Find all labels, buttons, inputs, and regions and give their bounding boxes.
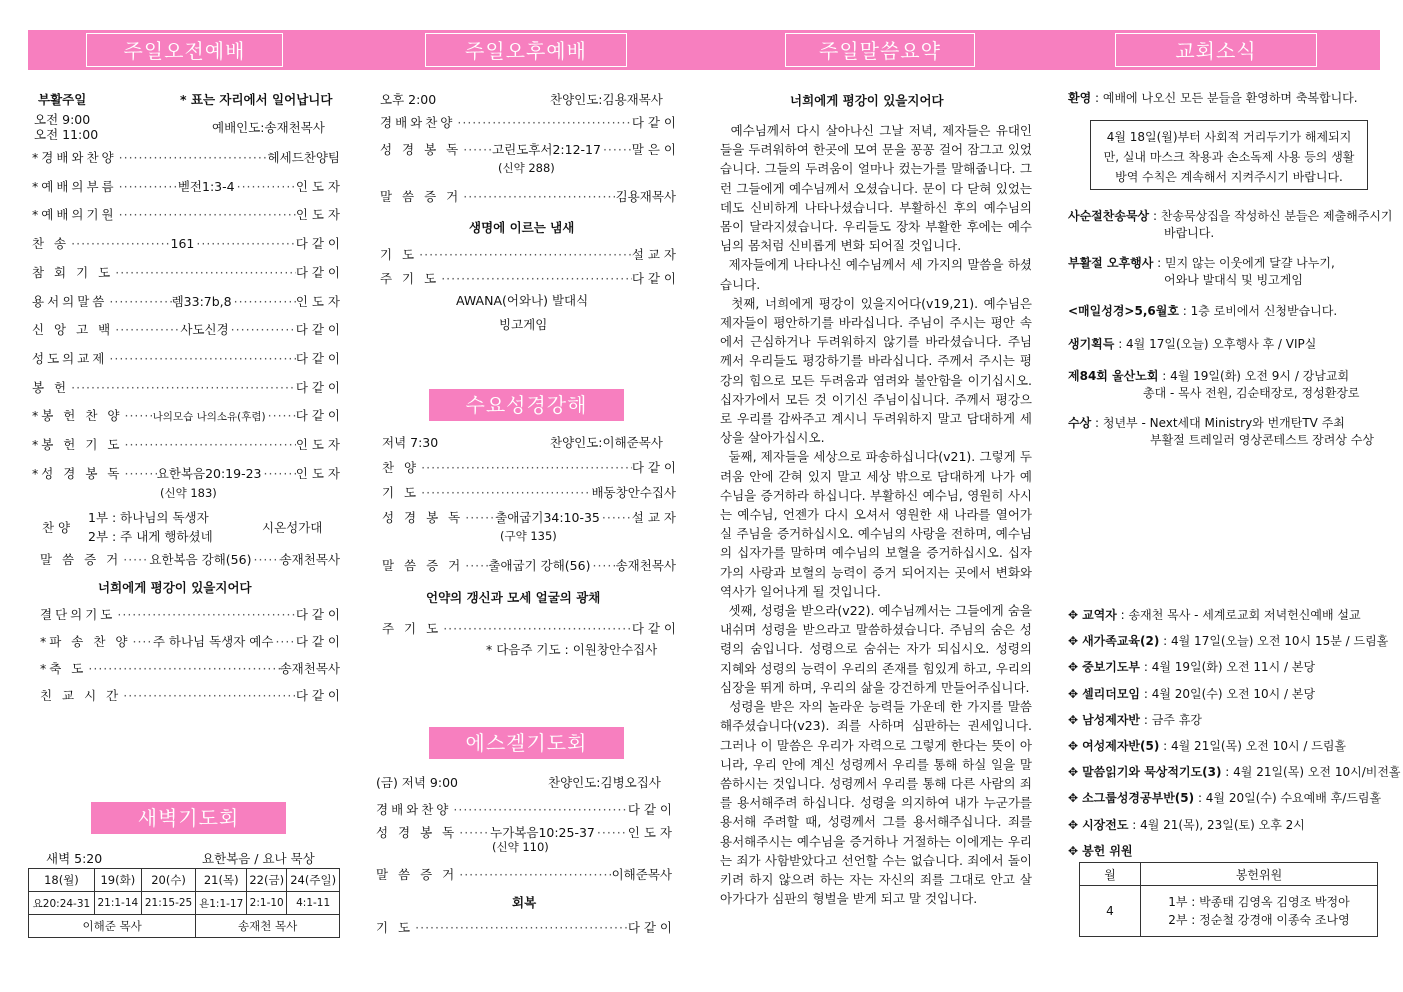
news-item-text-2: 어와나 발대식 및 빙고게임 bbox=[1164, 273, 1303, 287]
morning-row bbox=[40, 659, 340, 677]
leader-dots bbox=[251, 552, 279, 567]
afternoon-row-person: 김용재목사 bbox=[615, 189, 676, 204]
leader-dots bbox=[69, 380, 296, 395]
news-item bbox=[1068, 207, 1393, 241]
afternoon-row bbox=[380, 113, 676, 131]
afternoon-row-label: 주 기 도 bbox=[380, 271, 440, 286]
news-item-label: 제84회 울산노회 bbox=[1068, 369, 1159, 383]
news-item-text: : 찬송묵상집을 작성하신 분들은 제출해주시기 bbox=[1149, 209, 1393, 223]
morning-row bbox=[32, 349, 340, 367]
dawn-ref: 4:1-11 bbox=[287, 892, 340, 915]
news-item-text: : 청년부 - Next세대 Ministry와 번개탄TV 주최 bbox=[1091, 416, 1345, 430]
cross-icon: ✥ bbox=[1068, 660, 1079, 675]
morning-row bbox=[32, 320, 340, 338]
morning-row-content: 벧전1:3-4 bbox=[177, 178, 235, 194]
church-news-item bbox=[1068, 658, 1315, 675]
afternoon-extra-2: 빙고게임 bbox=[499, 317, 548, 332]
leader-dots bbox=[121, 688, 296, 703]
morning-row-content: 주 하나님 독생자 예수 bbox=[152, 634, 274, 649]
ezekiel-header: 에스겔기도회 bbox=[429, 727, 624, 759]
news-item bbox=[1068, 254, 1335, 288]
afternoon-sermon-title: 생명에 이르는 냄새 bbox=[469, 220, 575, 235]
leader-dots bbox=[419, 460, 632, 475]
offering-month-header: 월 bbox=[1080, 863, 1141, 886]
cross-icon: ✥ bbox=[1068, 843, 1079, 858]
church-news-item bbox=[1068, 737, 1346, 754]
morning-row-person: 송재천목사 bbox=[279, 552, 340, 567]
dawn-day: 24(주일) bbox=[287, 869, 340, 892]
morning-row bbox=[32, 205, 340, 223]
ezekiel-row bbox=[376, 800, 672, 818]
leader-dots bbox=[113, 265, 296, 280]
morning-row-content: 161 bbox=[170, 236, 195, 252]
morning-row-label: 참 회 기 도 bbox=[32, 264, 114, 280]
church-news-label: 셀리더모임 bbox=[1082, 686, 1141, 701]
leader-dots bbox=[461, 189, 615, 204]
wednesday-row-person: 배동창안수집사 bbox=[591, 485, 676, 500]
morning-row-person: 다 같 이 bbox=[295, 322, 340, 338]
dawn-ref: 21:15-25 bbox=[141, 892, 195, 915]
morning-row-label: 용서의말씀 bbox=[32, 293, 108, 309]
morning-row-label: *예배의기원 bbox=[32, 207, 117, 223]
afternoon-row bbox=[380, 245, 676, 263]
sermon-paragraph: 셋째, 성령을 받으라(v22). 예수님께서는 그들에게 숨을 내쉬며 성령을 받으라고 말씀하셨습니다. 주님의 숨은 성령의 숨입니다. 성령으로 숨쉬는 자가 되십시오. 성령의 지혜와 성령의 능력이 우리의 존재를 힘있게 하고, 우리의 심장을 뛰게 하며, 우리의 삶을 강건하게 만들어주십니다. bbox=[720, 603, 1036, 695]
news-item-label: 사순절찬송묵상 bbox=[1068, 209, 1150, 223]
morning-row-person: 인 도 자 bbox=[295, 465, 340, 481]
ezekiel-time: (금) 저녁 9:00 bbox=[376, 775, 458, 790]
morning-row-person: 인 도 자 bbox=[295, 207, 340, 223]
leader-dots bbox=[413, 920, 628, 935]
wednesday-sermon-title: 언약의 갱신과 모세 얼굴의 광채 bbox=[426, 590, 601, 605]
dawn-day: 21(목) bbox=[196, 869, 247, 892]
offering-members-header: 봉헌위원 bbox=[1141, 863, 1378, 886]
leader-dots bbox=[590, 558, 615, 573]
morning-worship-header: 주일오전예배 bbox=[86, 33, 283, 67]
news-item bbox=[1068, 414, 1374, 448]
leader-dots bbox=[107, 294, 171, 309]
leader-dots bbox=[463, 558, 488, 573]
leader-dots bbox=[122, 437, 295, 452]
bible-ref: (신약 183) bbox=[160, 486, 217, 500]
news-item-label: 부활절 오후행사 bbox=[1068, 256, 1154, 270]
news-item-label: 생기획득 bbox=[1068, 337, 1115, 351]
leader-dots bbox=[461, 142, 492, 157]
leader-dots bbox=[122, 466, 156, 481]
wednesday-row bbox=[382, 508, 676, 526]
afternoon-row-label: 기 도 bbox=[380, 247, 418, 262]
morning-row-label: *봉 헌 찬 양 bbox=[32, 408, 123, 424]
time-2: 오전 11:00 bbox=[34, 127, 99, 142]
leader-dots bbox=[115, 607, 295, 622]
wednesday-row-label: 기 도 bbox=[382, 485, 420, 500]
morning-row-label: *봉 헌 기 도 bbox=[32, 437, 123, 452]
wednesday-bible-ref: (구약 135) bbox=[500, 529, 557, 543]
sermon-paragraph: 예수님께서 다시 살아나신 그날 저녁, 제자들은 유대인들을 두려워하여 한곳에 모여 문을 꽁꽁 걸어 잠그고 있었습니다. 그들의 두려움이 얼마나 컸는가를 말해줍니다. 그런 그들에게 예수님께서 오셨습니다. 문이 다 닫혀 있었는데도 신비하게 나타나셨습니다. 부활하신 후의 예수님의 몸이 달라지셨습니다. 우리들도 장차 부활한 후에는 예수님의 몸처럼 신비롭게 변화 되어질 것입니다. bbox=[720, 123, 1036, 254]
leader-dots bbox=[417, 247, 632, 262]
welcome-label: 환영 bbox=[1068, 91, 1092, 105]
sermon-paragraph: 둘째, 제자들을 세상으로 파송하십니다(v21). 그렇게 두려움 안에 갇혀 있지 말고 세상 밖으로 담대하게 나가 예수님을 증거하라 하십니다. 부활하신 예수님, 영원히 사시는 예수님, 언젠가 다시 오셔서 영원한 새 나라를 열어가실 주님을 증거하십시오. 예수님의 사랑을 전하며, 예수님의 십자가를 말하며 예수님의 보혈을 증거하십시오. 십자가의 사랑과 보혈의 능력이 증거 되어지는 곳에서 변화와 역사가 일어나게 될 것입니다. bbox=[720, 449, 1036, 599]
wednesday-row-label: 말 씀 증 거 bbox=[382, 558, 464, 573]
leader-dots bbox=[262, 466, 296, 481]
church-news-text: : 송재천 목사 - 세계로교회 저녁헌신예배 설교 bbox=[1116, 608, 1361, 622]
church-news-header: 교회소식 bbox=[1115, 33, 1317, 67]
wednesday-header: 수요성경강해 bbox=[429, 389, 624, 421]
cross-icon: ✥ bbox=[1068, 608, 1079, 622]
afternoon-row-label: 성 경 봉 독 bbox=[380, 142, 462, 157]
afternoon-row-person: 다 같 이 bbox=[631, 115, 676, 130]
church-news-text: : 4월 17일(오늘) 오전 10시 15분 / 드림홀 bbox=[1159, 634, 1389, 649]
leader-dots bbox=[419, 485, 591, 500]
morning-row-person: 다 같 이 bbox=[295, 350, 340, 366]
ezekiel-row-person: 다 같 이 bbox=[627, 802, 672, 817]
morning-row-person: 다 같 이 bbox=[295, 634, 340, 649]
leader-dots bbox=[121, 552, 149, 567]
ezekiel-row bbox=[376, 865, 672, 883]
leader-dots bbox=[266, 408, 296, 423]
choir-label: 찬 양 bbox=[42, 520, 71, 535]
afternoon-row-label: 말 씀 증 거 bbox=[380, 189, 462, 204]
news-item-text-2: 부활절 트레일러 영상콘테스트 장려상 수상 bbox=[1150, 433, 1374, 447]
choir-name: 시온성가대 bbox=[262, 520, 323, 535]
leader-dots bbox=[439, 271, 632, 286]
morning-row-content: 사도신경 bbox=[180, 322, 229, 338]
leader-dots bbox=[595, 825, 628, 840]
morning-row-content: 요한복음20:19-23 bbox=[156, 465, 262, 481]
ezekiel-row-label: 말 씀 증 거 bbox=[376, 867, 458, 882]
morning-row-content: 나의모습 나의소유(후렴) bbox=[152, 411, 266, 424]
next-week-prayer: * 다음주 기도 : 이원창안수집사 bbox=[486, 642, 658, 657]
morning-row-person: 다 같 이 bbox=[295, 236, 340, 252]
afternoon-row-content: 고린도후서2:12-17 bbox=[492, 142, 601, 157]
wednesday-row-person: 다 같 이 bbox=[631, 460, 676, 475]
afternoon-row-person: 설 교 자 bbox=[631, 247, 676, 262]
leader-dots bbox=[600, 510, 632, 525]
news-item bbox=[1068, 335, 1316, 352]
worship-leader: 예배인도:송재천목사 bbox=[212, 120, 325, 135]
morning-row-person: 다 같 이 bbox=[295, 408, 340, 424]
church-news-item bbox=[1068, 685, 1315, 702]
church-news-text: : 4월 20일(수) 오전 10시 / 본당 bbox=[1140, 686, 1316, 701]
cross-icon: ✥ bbox=[1068, 634, 1079, 649]
church-news-item bbox=[1068, 711, 1202, 728]
ezekiel-bible-ref: (신약 110) bbox=[492, 840, 549, 854]
church-news-label: 교역자 bbox=[1082, 608, 1117, 622]
morning-row bbox=[40, 686, 340, 704]
wednesday-time: 저녁 7:30 bbox=[382, 435, 439, 450]
church-news-text: : 4월 21(목), 23일(토) 오후 2시 bbox=[1128, 817, 1305, 832]
dawn-pastor-2: 송재천 목사 bbox=[196, 915, 340, 938]
wednesday-leader: 찬양인도:이해준목사 bbox=[550, 435, 663, 450]
ezekiel-row-label: 경배와찬양 bbox=[376, 802, 452, 817]
sermon-summary-body bbox=[720, 121, 1036, 908]
leader-dots bbox=[130, 634, 152, 649]
news-item bbox=[1068, 367, 1360, 401]
church-news-item bbox=[1068, 606, 1361, 623]
offering-table bbox=[1079, 862, 1378, 937]
leader-dots bbox=[601, 142, 632, 157]
church-news-item bbox=[1068, 789, 1381, 806]
ezekiel-row-label: 기 도 bbox=[376, 920, 414, 935]
church-news-item bbox=[1068, 763, 1401, 780]
news-item-text-2: 바랍니다. bbox=[1164, 226, 1215, 240]
wednesday-row-person: 다 같 이 bbox=[631, 621, 676, 636]
church-news-item bbox=[1068, 632, 1388, 649]
church-news-label: 중보기도부 bbox=[1082, 660, 1141, 675]
leader-dots bbox=[122, 408, 152, 423]
afternoon-extra-1: AWANA(어와나) 발대식 bbox=[456, 293, 589, 308]
ezekiel-row-person: 인 도 자 bbox=[627, 825, 672, 840]
church-news-text: : 4월 19일(화) 오전 11시 / 본당 bbox=[1140, 660, 1316, 675]
afternoon-row bbox=[380, 269, 676, 287]
afternoon-row-label: 경배와찬양 bbox=[380, 115, 456, 130]
cross-icon: ✥ bbox=[1068, 712, 1079, 727]
morning-row bbox=[32, 177, 340, 195]
afternoon-row-person: 말 은 이 bbox=[631, 142, 676, 157]
afternoon-row bbox=[380, 187, 676, 205]
cross-icon: ✥ bbox=[1068, 791, 1079, 806]
church-news-label: 봉헌 위원 bbox=[1082, 843, 1133, 858]
dawn-pastor-1: 이해준 목사 bbox=[29, 915, 196, 938]
sermon-summary-header: 주일말씀요약 bbox=[785, 33, 975, 67]
afternoon-time: 오후 2:00 bbox=[380, 92, 437, 107]
wednesday-row-content: 출애굽기 강해(56) bbox=[488, 558, 591, 573]
news-item-text: : 4월 19일(화) 오전 9시 / 강남교회 bbox=[1158, 369, 1350, 383]
wednesday-row bbox=[382, 619, 676, 637]
morning-row-label: *예배의부름 bbox=[32, 178, 117, 194]
morning-row bbox=[40, 632, 340, 650]
morning-row-label: *경배와찬양 bbox=[32, 150, 117, 165]
wednesday-row-person: 설 교 자 bbox=[631, 510, 676, 525]
morning-row bbox=[32, 263, 340, 281]
news-item-text-2: 총대 - 목사 전원, 김순태장로, 정성환장로 bbox=[1143, 386, 1360, 400]
church-news-item bbox=[1068, 816, 1305, 833]
morning-row-label: 찬 송 bbox=[32, 236, 70, 252]
ezekiel-row-person: 이해준목사 bbox=[611, 867, 672, 882]
morning-row-person: 인 도 자 bbox=[295, 178, 340, 194]
news-item bbox=[1068, 302, 1337, 319]
sermon-paragraph: 성령을 받은 자의 놀라운 능력들 가운데 한 가지를 말씀해주셨습니다(v23). 죄를 사하며 심판하는 권세입니다. 그러나 이 말씀은 우리가 자력으로 그렇게 한다는 뜻이 아니라, 우리 안에 계신 성령께서 우리를 통해 하실 일을 말씀하시는 것입니다. 성령께서 우리를 통해 다른 사람의 죄를 용서해주려 하십니다. 성령을 의지하여 내가 누군가를 용서해 주려할 때, 성령께서 그를 용서해주십니다. 죄를 용서해주시는 예수님을 증거하나 거절하는 이에게는 우리는 죄가 사함받았다고 선언할 수는 없습니다. 죄에서 돌이키려 하지 않으려 하는 자는 자신의 죄를 그대로 안고 살아가다가 심판의 형벌을 받게 되고 말 것입니다. bbox=[720, 699, 1036, 907]
morning-row bbox=[32, 292, 340, 310]
ezekiel-leader: 찬양인도:김병오집사 bbox=[548, 775, 661, 790]
morning-row bbox=[32, 378, 340, 396]
morning-row-label: *성 경 봉 독 bbox=[32, 465, 123, 481]
leader-dots bbox=[86, 661, 279, 676]
leader-dots bbox=[457, 867, 611, 882]
leader-dots bbox=[117, 179, 178, 194]
leader-dots bbox=[117, 207, 296, 222]
dawn-day: 22(금) bbox=[247, 869, 287, 892]
church-news-label: 남성제자반 bbox=[1082, 712, 1141, 727]
morning-row-label: 봉 헌 bbox=[32, 379, 70, 395]
morning-row-person: 송재천목사 bbox=[279, 661, 340, 676]
leader-dots bbox=[107, 351, 295, 366]
leader-dots bbox=[235, 179, 296, 194]
ezekiel-row bbox=[376, 918, 672, 936]
dawn-day: 18(월) bbox=[29, 869, 95, 892]
ezekiel-sermon-title: 회복 bbox=[512, 895, 537, 910]
morning-row bbox=[32, 234, 340, 252]
morning-row-label: 성도의교제 bbox=[32, 350, 108, 366]
dawn-book: 요한복음 / 요나 묵상 bbox=[202, 851, 315, 866]
leader-dots bbox=[69, 236, 170, 251]
morning-row-label: 친 교 시 간 bbox=[40, 688, 122, 703]
wednesday-row-label: 주 기 도 bbox=[382, 621, 442, 636]
sermon-summary-title: 너희에게 평강이 있을지어다 bbox=[790, 93, 944, 108]
leader-dots bbox=[463, 510, 495, 525]
wednesday-row-label: 성 경 봉 독 bbox=[382, 510, 464, 525]
leader-dots bbox=[451, 802, 627, 817]
morning-row-person: 헤세드찬양팀 bbox=[267, 150, 340, 165]
dawn-ref: 2:1-10 bbox=[247, 892, 287, 915]
choir-song-2: 2부 : 주 내게 행하셨네 bbox=[88, 529, 213, 544]
morning-row bbox=[32, 464, 340, 482]
ezekiel-row-label: 성 경 봉 독 bbox=[376, 825, 458, 840]
afternoon-worship-header: 주일오후예배 bbox=[425, 33, 627, 67]
dawn-time: 새벽 5:20 bbox=[46, 851, 103, 866]
wednesday-row bbox=[382, 556, 676, 574]
sermon-paragraph: 제자들에게 나타나신 예수님께서 세 가지의 말씀을 하셨습니다. bbox=[720, 257, 1032, 292]
morning-row bbox=[32, 406, 340, 424]
dawn-prayer-header: 새벽기도회 bbox=[91, 802, 286, 834]
sermon-title: 너희에게 평강이 있을지어다 bbox=[98, 580, 252, 595]
leader-dots bbox=[117, 150, 268, 165]
offering-2nd: 2부 : 정순철 강경애 이종숙 조나영 bbox=[1168, 913, 1350, 927]
church-news-label: 시장전도 bbox=[1082, 817, 1129, 832]
dawn-ref: 욘1:1-17 bbox=[196, 892, 247, 915]
morning-row bbox=[40, 605, 340, 623]
distancing-notice: 4월 18일(월)부터 사회적 거리두기가 해제되지만, 실내 마스크 착용과 손소독제 사용 등의 생활방역 수칙은 계속해서 지켜주시기 바랍니다. bbox=[1090, 120, 1368, 190]
morning-row-person: 다 같 이 bbox=[295, 688, 340, 703]
offering-month: 4 bbox=[1080, 886, 1141, 937]
wednesday-row-label: 찬 양 bbox=[382, 460, 420, 475]
welcome-line bbox=[1068, 89, 1358, 106]
wednesday-row-person: 송재천목사 bbox=[615, 558, 676, 573]
church-news-text: : 금주 휴강 bbox=[1140, 712, 1202, 727]
leader-dots bbox=[441, 621, 632, 636]
day-label: 부활주일 bbox=[38, 92, 87, 107]
choir-song-1: 1부 : 하나님의 독생자 bbox=[88, 510, 209, 525]
news-item-label: 수상 bbox=[1068, 416, 1092, 430]
afternoon-row-person: 다 같 이 bbox=[631, 271, 676, 286]
morning-row bbox=[32, 148, 340, 166]
news-item-label: <매일성경>5,6월호 bbox=[1068, 304, 1179, 318]
afternoon-leader: 찬양인도:김용재목사 bbox=[550, 92, 663, 107]
leader-dots bbox=[455, 115, 631, 130]
offering-1st: 1부 : 박종태 김영옥 김영조 박정아 bbox=[1168, 895, 1350, 909]
cross-icon: ✥ bbox=[1068, 739, 1079, 753]
time-1: 오전 9:00 bbox=[34, 112, 91, 127]
leader-dots bbox=[229, 322, 296, 337]
leader-dots bbox=[457, 825, 490, 840]
cross-icon: ✥ bbox=[1068, 765, 1079, 780]
afternoon-bible-ref: (신약 288) bbox=[498, 161, 555, 175]
afternoon-row bbox=[380, 140, 676, 158]
dawn-ref: 요20:24-31 bbox=[29, 892, 95, 915]
wednesday-row-content: 출애굽기34:10-35 bbox=[495, 510, 600, 525]
dawn-ref: 21:1-14 bbox=[94, 892, 141, 915]
ezekiel-row-person: 다 같 이 bbox=[627, 920, 672, 935]
morning-row-label: 신 앙 고 백 bbox=[32, 322, 114, 338]
morning-row-label: 결단의기도 bbox=[40, 607, 116, 622]
church-news-text: : 4월 20일(수) 수요예배 후/드림홀 bbox=[1194, 791, 1382, 806]
morning-row-content: 요한복음 강해(56) bbox=[149, 552, 252, 567]
wednesday-row bbox=[382, 483, 676, 501]
morning-row-person: 다 같 이 bbox=[295, 264, 340, 280]
news-item-text: : 1층 로비에서 신청받습니다. bbox=[1178, 304, 1338, 318]
morning-row bbox=[40, 550, 340, 568]
morning-row-person: 다 같 이 bbox=[295, 607, 340, 622]
church-news-label: 소그룹성경공부반(5) bbox=[1082, 791, 1195, 806]
wednesday-row bbox=[382, 458, 676, 476]
welcome-text: : 예배에 나오신 모든 분들을 환영하며 축복합니다. bbox=[1091, 91, 1358, 105]
leader-dots bbox=[113, 322, 180, 337]
sermon-paragraph: 첫째, 너희에게 평강이 있을지어다(v19,21). 예수님은 제자들이 평안하기를 바라십니다. 주님이 주시는 평안 속에서 근심하거나 두려워하지 않기를 바라셨습니다. 주님께서 우리들도 평강하기를 바라십니다. 주께서 주시는 평강의 힘으로 모든 두려움과 염려와 불안함을 이기십시오. 십자가에서 모든 것 이기신 주님이십니다. 주께서 평강으로 우리를 감싸주고 계시니 두려워하지 말고 담대하게 세상을 살아가십시오. bbox=[720, 295, 1036, 446]
dawn-schedule-table bbox=[28, 868, 340, 938]
leader-dots bbox=[232, 294, 296, 309]
church-news-text: : 4월 21일(목) 오전 10시 / 드림홀 bbox=[1159, 739, 1346, 753]
standing-note: * 표는 자리에서 일어납니다 bbox=[180, 92, 333, 107]
morning-row bbox=[32, 435, 340, 453]
ezekiel-row-content: 누가복음10:25-37 bbox=[490, 825, 595, 840]
dawn-day: 19(화) bbox=[94, 869, 141, 892]
church-news-item bbox=[1068, 842, 1133, 859]
news-item-text: : 4월 17일(오늘) 오후행사 후 / VIP실 bbox=[1114, 337, 1317, 351]
cross-icon: ✥ bbox=[1068, 686, 1079, 701]
church-news-text: : 4월 21일(목) 오전 10시/비전홀 bbox=[1221, 765, 1401, 780]
morning-row-label: *파 송 찬 양 bbox=[40, 634, 131, 649]
church-news-label: 새가족교육(2) bbox=[1082, 634, 1160, 649]
cross-icon: ✥ bbox=[1068, 817, 1079, 832]
leader-dots bbox=[194, 236, 295, 251]
morning-row-person: 인 도 자 bbox=[295, 437, 340, 452]
morning-row-person: 다 같 이 bbox=[295, 379, 340, 395]
church-news-label: 여성제자반(5) bbox=[1082, 739, 1160, 753]
church-news-label: 말씀읽기와 묵상적기도(3) bbox=[1082, 765, 1222, 780]
morning-row-person: 인 도 자 bbox=[295, 293, 340, 309]
morning-row-label: 말 씀 증 거 bbox=[40, 552, 122, 567]
morning-row-content: 렘33:7b,8 bbox=[171, 293, 232, 309]
dawn-day: 20(수) bbox=[141, 869, 195, 892]
leader-dots bbox=[273, 634, 295, 649]
news-item-text: : 믿지 않는 이웃에게 달걀 나누기, bbox=[1153, 256, 1335, 270]
morning-row-label: *축 도 bbox=[40, 661, 87, 676]
